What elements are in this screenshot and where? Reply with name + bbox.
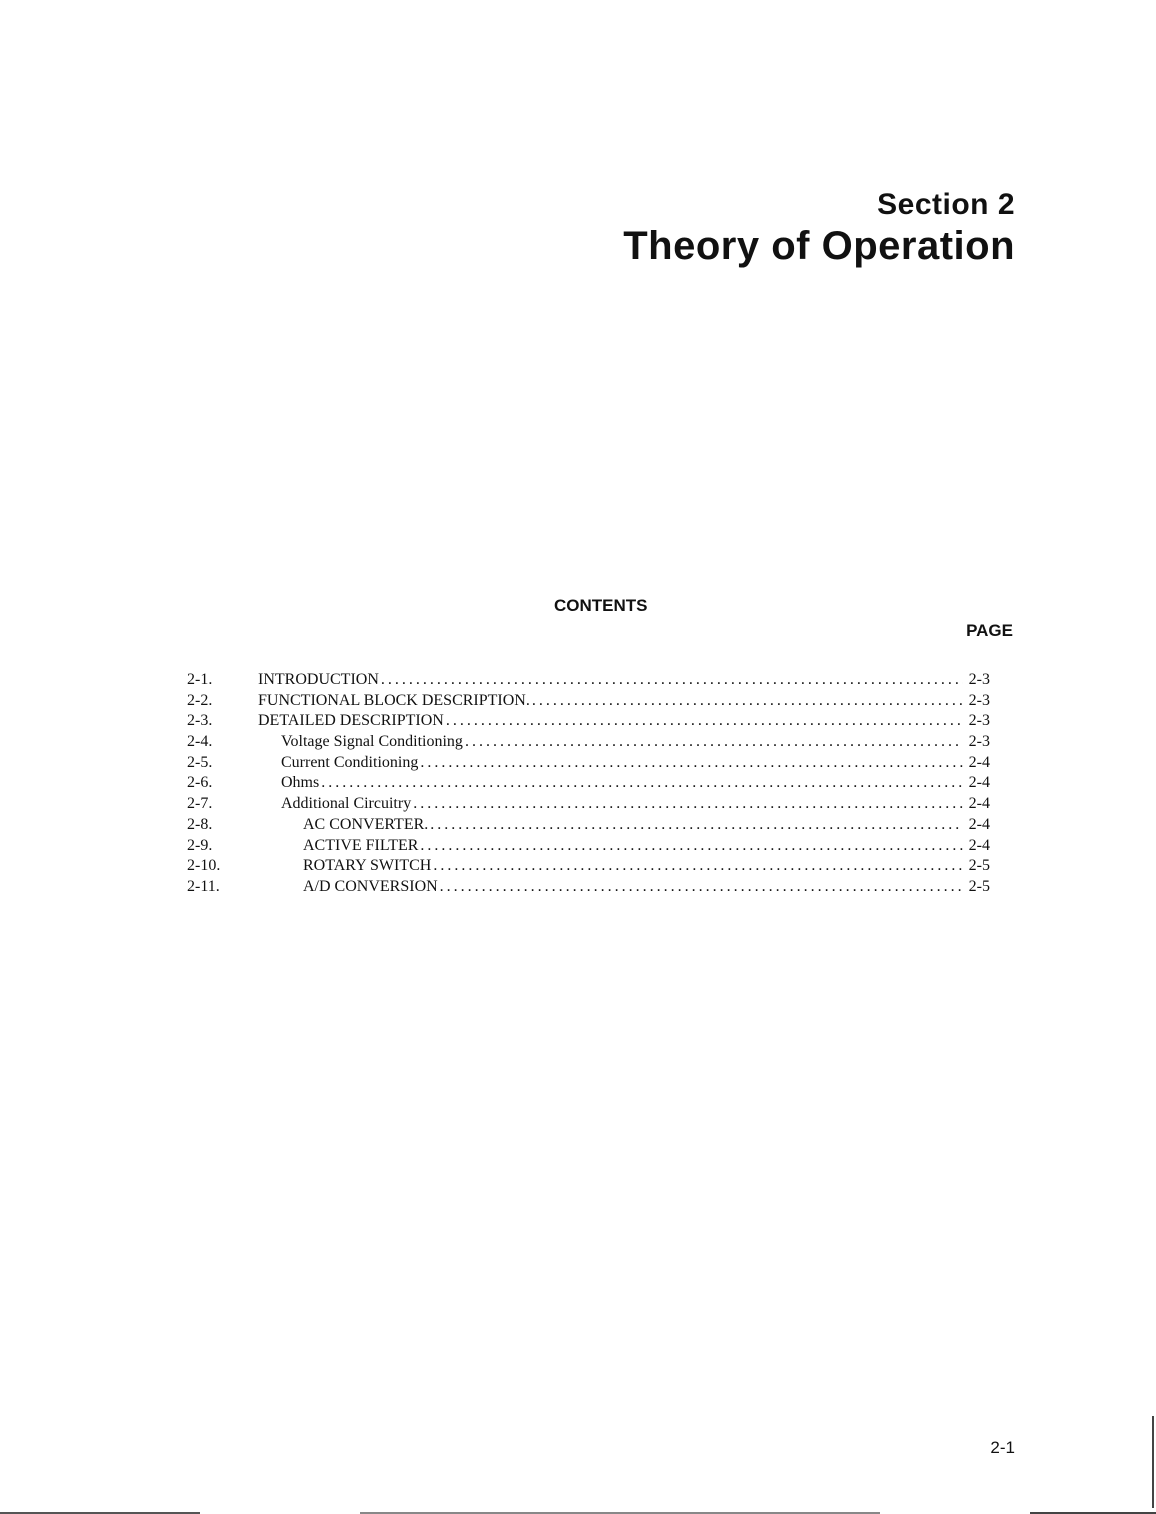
dot-leader xyxy=(413,794,962,815)
toc-entry xyxy=(187,856,990,877)
toc-entry-page: 2-5 xyxy=(968,857,990,875)
toc-entry xyxy=(187,794,990,815)
toc-entry-number: 2-10. xyxy=(187,857,221,875)
toc-entry-title: Current Conditioning xyxy=(281,753,419,771)
toc-entry xyxy=(187,877,990,898)
toc-entry-number: 2-2. xyxy=(187,691,213,709)
toc-entry-title: INTRODUCTION xyxy=(258,671,379,688)
toc-entry-page: 2-3 xyxy=(968,733,990,751)
toc-entry-number: 2-1. xyxy=(187,671,213,688)
toc-entry xyxy=(187,773,990,794)
dot-leader xyxy=(420,836,962,857)
dot-leader xyxy=(381,670,963,691)
toc-entry-page: 2-5 xyxy=(968,877,990,895)
page-column-heading: PAGE xyxy=(966,621,1013,640)
toc-entry-title: A/D CONVERSION xyxy=(303,877,438,895)
dot-leader xyxy=(532,691,963,712)
scan-edge-right xyxy=(1152,1416,1154,1508)
dot-leader xyxy=(465,732,963,753)
toc-entry-number: 2-5. xyxy=(187,753,213,771)
toc-entry-number: 2-3. xyxy=(187,712,213,730)
toc-entry xyxy=(187,732,990,753)
dot-leader xyxy=(321,773,962,794)
toc-entry-number: 2-9. xyxy=(187,836,213,854)
toc-entry xyxy=(187,753,990,774)
toc-entry xyxy=(187,691,990,712)
toc-entry-page: 2-3 xyxy=(968,712,990,730)
toc-entry-number: 2-11. xyxy=(187,877,220,895)
toc-entry xyxy=(187,670,990,691)
toc-entry-title: Voltage Signal Conditioning xyxy=(281,733,463,751)
dot-leader xyxy=(420,753,962,774)
toc-entry-page: 2-4 xyxy=(968,753,990,771)
toc-entry xyxy=(187,836,990,857)
toc-entry-page: 2-3 xyxy=(968,691,990,709)
toc-entry-title: Additional Circuitry xyxy=(281,795,412,813)
page-number: 2-1 xyxy=(990,1438,1015,1457)
toc-entry-page: 2-4 xyxy=(968,795,990,813)
toc-entry-page: 2-3 xyxy=(968,671,990,688)
toc-entry-number: 2-8. xyxy=(187,815,213,833)
toc-entry-title: ROTARY SWITCH xyxy=(303,857,432,875)
toc-entry-page: 2-4 xyxy=(968,815,990,833)
toc-entry-title: Ohms xyxy=(281,774,320,792)
toc-entry-number: 2-6. xyxy=(187,774,213,792)
dot-leader xyxy=(430,815,962,836)
page-title: Theory of Operation xyxy=(623,224,1015,268)
toc-entry-number: 2-4. xyxy=(187,733,213,751)
toc-entry-number: 2-7. xyxy=(187,795,213,813)
toc-entry xyxy=(187,815,990,836)
toc-entry-title: DETAILED DESCRIPTION xyxy=(258,712,444,730)
toc-entry xyxy=(187,711,990,732)
toc-entry-title: ACTIVE FILTER xyxy=(303,836,419,854)
contents-heading: CONTENTS xyxy=(554,596,648,615)
toc-entry-title: AC CONVERTER. xyxy=(303,815,429,833)
section-label: Section 2 xyxy=(877,188,1015,221)
toc-entry-page: 2-4 xyxy=(968,836,990,854)
table-of-contents xyxy=(187,670,990,898)
dot-leader xyxy=(433,856,962,877)
toc-entry-page: 2-4 xyxy=(968,774,990,792)
dot-leader xyxy=(440,877,963,898)
dot-leader xyxy=(446,711,963,732)
toc-entry-title: FUNCTIONAL BLOCK DESCRIPTION. xyxy=(258,691,530,709)
